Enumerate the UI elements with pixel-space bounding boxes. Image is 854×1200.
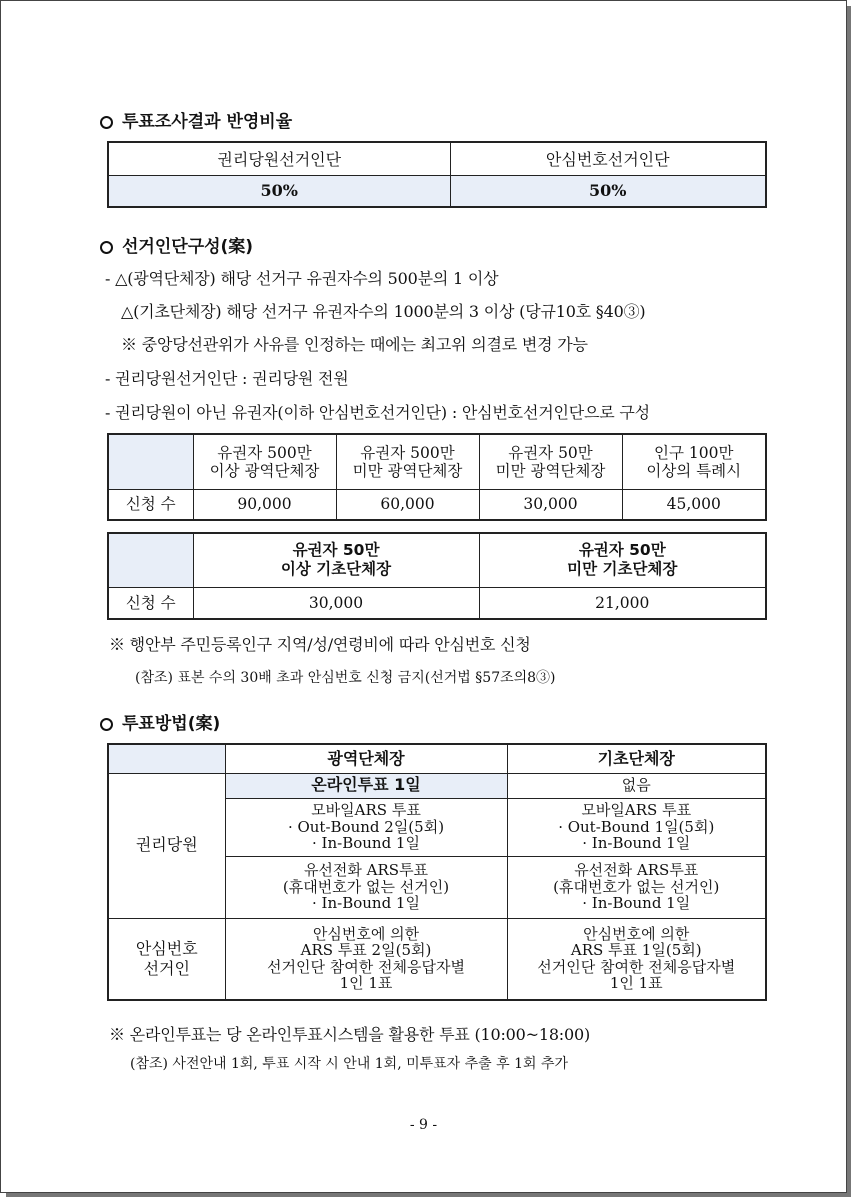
ratio-table	[107, 141, 767, 208]
metro-value-4: 45,000	[622, 489, 766, 520]
section2-reference: (참조) 표본 수의 30배 초과 안심번호 신청 금지(선거법 §57조의8③)	[135, 670, 556, 686]
metro-header-4: 인구 100만 이상의 특례시	[622, 434, 766, 489]
circle-bullet-icon	[100, 241, 113, 254]
basic-value-2: 21,000	[479, 587, 766, 619]
metro-value-3: 30,000	[479, 489, 622, 520]
section3-reference: (참조) 사전안내 1회, 투표 시작 시 안내 1회, 미투표자 추출 후 1회 추가	[130, 1056, 569, 1072]
metro-header-2: 유권자 500만 미만 광역단체장	[336, 434, 479, 489]
basic-corner-cell	[108, 533, 193, 587]
basic-header-1: 유권자 50만 이상 기초단체장	[193, 533, 479, 587]
section3-heading	[100, 709, 220, 734]
section2-line-2: △(기초단체장) 해당 선거구 유권자수의 1000분의 3 이상 (당규10호 §40③)	[121, 302, 646, 321]
section3-note: ※ 온라인투표는 당 온라인투표시스템을 활용한 투표 (10:00~18:00)	[109, 1025, 591, 1044]
section2-note: ※ 행안부 주민등록인구 지역/성/연령비에 따라 안심번호 신청	[109, 635, 531, 654]
section2-line-5: - 권리당원이 아닌 유권자(이하 안심번호선거인단) : 안심번호선거인단으로 구성	[105, 403, 650, 422]
metro-corner-cell	[108, 434, 193, 489]
method-corner-cell	[108, 744, 225, 773]
metro-header-3: 유권자 50만 미만 광역단체장	[479, 434, 622, 489]
page-number: - 9 -	[409, 1117, 438, 1133]
section2-line-4: - 권리당원선거인단 : 권리당원 전원	[105, 369, 349, 388]
basic-value-1: 30,000	[193, 587, 479, 619]
method-safe-basic: 안심번호에 의한 ARS 투표 1일(5회) 선거인단 참여한 전체응답자별 1인 1표	[507, 918, 766, 1000]
metro-application-table	[107, 433, 767, 521]
ratio-header-member: 권리당원선거인단	[108, 142, 450, 175]
section2-title: 선거인단구성(案)	[122, 237, 254, 257]
method-row-label-safe: 안심번호 선거인	[108, 918, 225, 1000]
method-safe-metro: 안심번호에 의한 ARS 투표 2일(5회) 선거인단 참여한 전체응답자별 1인 1표	[225, 918, 507, 1000]
method-header-metro: 광역단체장	[225, 744, 507, 773]
section2-line-1: - △(광역단체장) 해당 선거구 유권자수의 500분의 1 이상	[105, 269, 499, 288]
basic-row-label: 신청 수	[108, 587, 193, 619]
method-landline-metro: 유선전화 ARS투표 (휴대번호가 없는 선거인) · In-Bound 1일	[225, 856, 507, 918]
method-header-basic: 기초단체장	[507, 744, 766, 773]
metro-row-label: 신청 수	[108, 489, 193, 520]
ratio-value-safe: 50%	[450, 175, 766, 207]
circle-bullet-icon	[100, 718, 113, 731]
method-landline-basic: 유선전화 ARS투표 (휴대번호가 없는 선거인) · In-Bound 1일	[507, 856, 766, 918]
circle-bullet-icon	[100, 116, 113, 129]
method-mobile-basic: 모바일ARS 투표 · Out-Bound 1일(5회) · In-Bound 1일	[507, 798, 766, 856]
basic-application-table	[107, 532, 767, 620]
ratio-value-member: 50%	[108, 175, 450, 207]
basic-header-2: 유권자 50만 미만 기초단체장	[479, 533, 766, 587]
method-mobile-metro: 모바일ARS 투표 · Out-Bound 2일(5회) · In-Bound 1일	[225, 798, 507, 856]
section3-title: 투표방법(案)	[122, 714, 221, 734]
metro-header-1: 유권자 500만 이상 광역단체장	[193, 434, 336, 489]
section1-heading	[100, 107, 292, 132]
section2-heading	[100, 232, 253, 257]
method-row-label-member: 권리당원	[108, 773, 225, 918]
voting-method-table	[107, 743, 767, 1001]
section2-line-3: ※ 중앙당선관위가 사유를 인정하는 때에는 최고위 의결로 변경 가능	[121, 335, 588, 354]
metro-value-1: 90,000	[193, 489, 336, 520]
ratio-header-safe: 안심번호선거인단	[450, 142, 766, 175]
method-online-basic: 없음	[507, 773, 766, 798]
section1-title: 투표조사결과 반영비율	[122, 112, 293, 132]
method-online-metro: 온라인투표 1일	[225, 773, 507, 798]
metro-value-2: 60,000	[336, 489, 479, 520]
